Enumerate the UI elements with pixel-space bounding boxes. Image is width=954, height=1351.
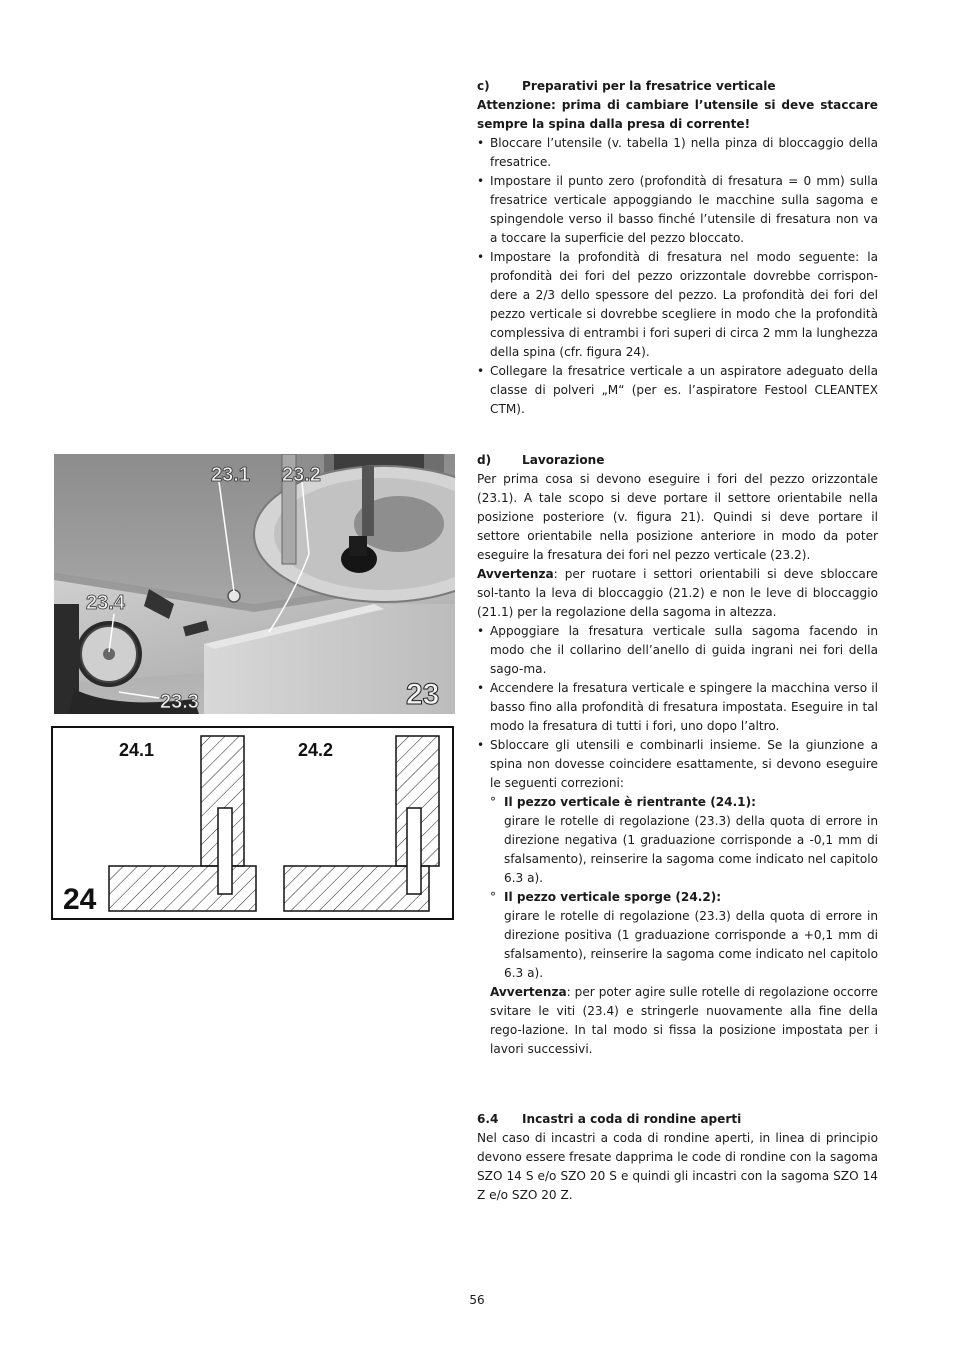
section-d-intro: Per prima cosa si devono eseguire i fori del pezzo orizzontale (23.1). A tale scopo si deve portare il settore orientabile nella posizione posteriore (v. figura 21). Quindi si deve portare il settore orientabile nella posizione anteriore in modo da poter eseguire la fresatura dei fori nel pezzo verticale (23.2). — [477, 472, 878, 562]
section-d — [477, 451, 878, 1059]
correction-item-recessed — [490, 793, 878, 888]
note-label: Avvertenza — [477, 567, 554, 581]
section-c-bullets — [477, 134, 878, 419]
section-c — [477, 77, 878, 419]
list-item: • Appoggiare la fresatura verticale sulla sagoma facendo in modo che il collarino dell’anello di guida ingrani nei fori della sago-ma. — [477, 622, 878, 679]
page-number: 56 — [469, 1293, 485, 1307]
list-item: • Collegare la fresatrice verticale a un aspiratore adeguato della classe di polveri „M“ (per es. l’aspiratore Festool CLEANTEX CTM). — [477, 362, 878, 419]
section-6-4 — [477, 1110, 878, 1205]
figure-23-label: 23.2 — [282, 464, 321, 486]
correction-item-protruding — [490, 888, 878, 983]
figure-24-diagram — [51, 726, 454, 920]
note-text: : per poter agire sulle rotelle di regolazione occorre svitare le viti (23.4) e stringerle nuovamente alla fine della rego-lazione. In tal modo si fissa la posizione impostata per i lavori successivi. — [490, 985, 878, 1056]
section-6-4-heading — [477, 1110, 878, 1129]
figure-23-label: 23.1 — [211, 464, 250, 486]
correction-title: Il pezzo verticale è rientrante (24.1): — [504, 795, 756, 809]
figure-24-label-b: 24.2 — [298, 740, 334, 760]
note-text: : per ruotare i settori orientabili si deve sbloccare sol-tanto la leva di bloccaggio (21.2) e non le leve di bloccaggio (21.1) per la regolazione della sagoma in altezza. — [477, 567, 878, 619]
section-d-title: Lavorazione — [522, 453, 605, 467]
figure-23-label: 23.4 — [86, 592, 125, 614]
correction-list — [477, 793, 878, 983]
list-item: • Sbloccare gli utensili e combinarli insieme. Se la giunzione a spina non dovesse coincidere esattamente, si devono eseguire le seguenti correzioni: — [477, 736, 878, 793]
section-6-4-text: Nel caso di incastri a coda di rondine aperti, in linea di principio devono essere fresate dapprima le code di rondine con la sagoma SZO 14 S e/o SZO 20 S e quindi gli incastri con la sagoma SZO 14 Z e/o SZO 20 Z. — [477, 1131, 878, 1202]
list-item: • Impostare il punto zero (profondità di fresatura = 0 mm) sulla fresatrice verticale appoggiando le macchine sulla sagoma e spingendole verso il basso finché l’utensile di fresatura non va a toccare la superficie del pezzo bloccato. — [477, 172, 878, 248]
note-label: Avvertenza — [490, 985, 567, 999]
section-c-number: c) — [477, 79, 490, 93]
figure-24-number: 24 — [63, 883, 97, 916]
correction-text: girare le rotelle di regolazione (23.3) della quota di errore in direzione positiva (1 graduazione corrisponde a +0,1 mm di sfalsamento), reinserire la sagoma come indicato nel capitolo 6.3 a). — [504, 909, 878, 980]
correction-text: girare le rotelle di regolazione (23.3) della quota di errore in direzione negativa (1 graduazione corrisponde a -0,1 mm di sfalsamento), reinserire la sagoma come indicato nel capitolo 6.3 a). — [504, 814, 878, 885]
list-item: • Accendere la fresatura verticale e spingere la macchina verso il basso fino alla profondità di fresatura impostata. Eseguire in tal modo la fresatura di tutti i fori, uno dopo l’altro. — [477, 679, 878, 736]
section-d-bullets — [477, 622, 878, 793]
section-6-4-number: 6.4 — [477, 1112, 499, 1126]
section-c-title: Preparativi per la fresatrice verticale — [522, 79, 776, 93]
figure-23-photo — [54, 454, 455, 714]
list-item: • Impostare la profondità di fresatura nel modo seguente: la profondità dei fori del pezzo orizzontale dovrebbe corrispon-dere a 2/3 dello spessore del pezzo. La profondità dei fori del pezzo verticale si dovrebbe scegliere in modo che la profondità complessiva di entrambi i fori superi di circa 2 mm la lunghezza della spina (cfr. figura 24). — [477, 248, 878, 362]
section-c-heading — [477, 77, 878, 96]
section-6-4-title: Incastri a coda di rondine aperti — [522, 1112, 742, 1126]
section-c-warning: Attenzione: prima di cambiare l’utensile si deve staccare sempre la spina dalla presa di corrente! — [477, 98, 878, 131]
correction-title: Il pezzo verticale sporge (24.2): — [504, 890, 722, 904]
figure-24-label-a: 24.1 — [119, 740, 155, 760]
section-d-note — [477, 565, 878, 622]
section-d-note2 — [477, 983, 878, 1059]
section-d-number: d) — [477, 453, 492, 467]
section-d-heading — [477, 451, 878, 470]
figure-23-label: 23.3 — [160, 691, 199, 713]
list-item: • Bloccare l’utensile (v. tabella 1) nella pinza di bloccaggio della fresatrice. — [477, 134, 878, 172]
figure-23-number: 23 — [406, 678, 440, 711]
